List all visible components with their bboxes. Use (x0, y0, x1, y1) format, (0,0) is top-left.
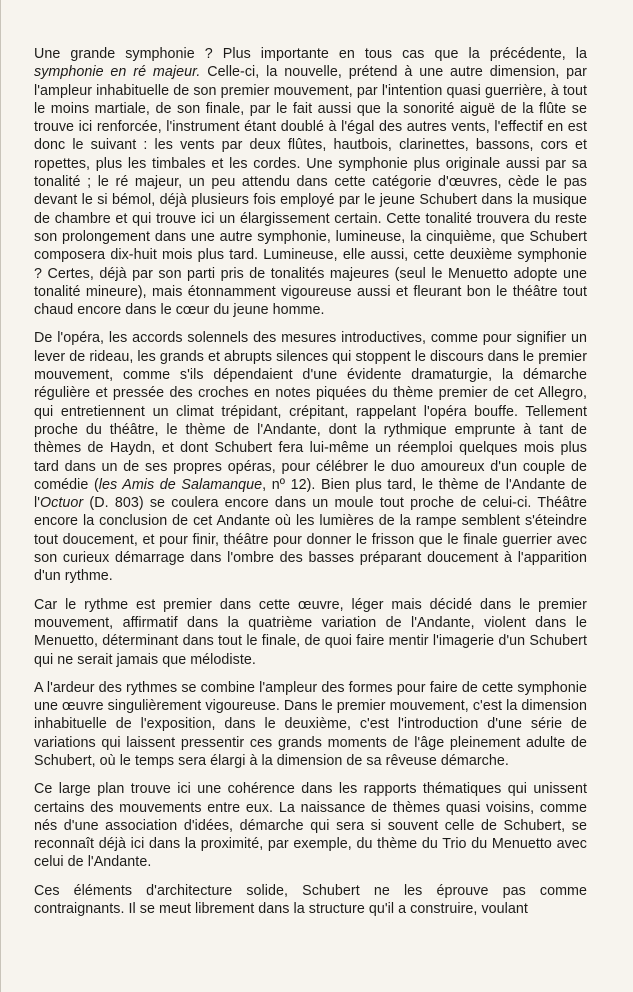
paragraph (34, 780, 587, 871)
paragraph-text: Celle-ci, la nouvelle, prétend à une autre dimension, par l'ampleur inhabituelle de son premier mouvement, par l'intention quasi guerrière, à tout le moins martiale, de son finale, par le fait aussi que la sonorité aiguë de la flûte se trouve ici renforcée, l'instrument étant doublé à l'égal des autres vents, l'effectif en est donc le suivant : les vents par deux flûtes, hautbois, clarinettes, bassons, cors et ropettes, plus les timbales et les cordes. Une symphonie plus originale aussi par sa tonalité ; le ré majeur, un peu attendu dans cette catégorie d'œuvres, cède le pas devant le si bémol, déjà plusieurs fois employé par le jeune Schubert dans la musique de chambre et qui trouve ici un élargissement certain. Cette tonalité trouvera du reste son prolongement dans une autre symphonie, lumineuse, la cinquième, que Schubert composera dix-huit mois plus tard. Lumineuse, elle aussi, cette deuxième symphonie ? Certes, déjà par son parti pris de tonalités majeures (seul le Menuetto adopte une tonalité mineure), mais étonnamment vigoureuse aussi et fleurant bon le théâtre tout chaud encore dans le cœur du jeune homme. (34, 64, 587, 319)
paragraph (34, 596, 587, 669)
paragraph-text: Une grande symphonie ? Plus importante en tous cas que la précédente, la (34, 46, 587, 62)
show-through-right (612, 290, 633, 430)
paragraph-text: Ce large plan trouve ici une cohérence dans les rapports thématiques qui unissent certains des mouvements entre eux. La naissance de thèmes quasi voisins, comme nés d'une association d'idées, démarche qui sera si souvent celle de Schubert, se reconnaît déjà ici dans la proximité, par exemple, du thème du Trio du Menuetto avec celui de l'Andante. (34, 781, 587, 871)
italic-title-text: les Amis de Salamanque (98, 476, 263, 493)
paragraph-text: (D. 803) se coulera encore dans un moule tout proche de celui-ci. Théâtre encore la conclusion de cet Andante où les lumières de la rampe semblent s'éteindre tout doucement, et pour finir, théâtre pour donner le frisson que le finale guerrier avec son curieux démarrage dans l'ombre des basses préparant doucement à l'apparition d'un rythme. (34, 495, 587, 585)
paragraph (34, 882, 587, 919)
paragraph-text: A l'ardeur des rythmes se combine l'ampleur des formes pour faire de cette symphonie une œuvre singulièrement vigoureuse. Dans le premier mouvement, c'est la dimension inhabituelle de l'exposition, dans le deuxième, c'est l'introduction d'une série de variations qui laissent pressentir ces grands moments de l'âge pleinement adulte de Schubert, où le temps sera élargi à la dimension de sa rêveuse démarche. (34, 679, 587, 769)
paragraph-text: Car le rythme est premier dans cette œuvre, léger mais décidé dans le premier mouvement, affirmatif dans la quatrième variation de l'Andante, violent dans le Menuetto, déterminant dans tout le finale, de quoi faire mentir l'imagerie d'un Schubert qui ne serait jamais que mélodiste. (34, 596, 587, 668)
italic-title-text: Octuor (40, 495, 84, 512)
italic-title-text: symphonie en ré majeur. (34, 64, 201, 81)
paragraph-text: , nº 12). Bien plus tard, le thème de l'Andante de l' (34, 476, 587, 512)
paragraph (34, 679, 587, 770)
paragraph-text: De l'opéra, les accords solennels des mesures introductives, comme pour signifier un lever de rideau, les grands et abrupts silences qui stoppent le discours dans le premier mouvement, comme s'ils dépendaient d'une évidente dramaturgie, la démarche régulière et pressée des croches en notes piquées du thème premier de cet Allegro, qui entretiennent un climat trépidant, crépitant, rappelant l'opéra bouffe. Tellement proche du théâtre, le thème de l'Andante, dont la rythmique emprunte à tant de thèmes de Haydn, et dont Schubert fera lui-même un réemploi quelques mois plus tard dans un de ses propres opéras, pour célébrer le duo amoureux d'un couple de comédie ( (34, 330, 587, 493)
show-through-left (3, 600, 25, 760)
paragraph (34, 45, 587, 319)
paragraph-text: Ces éléments d'architecture solide, Schubert ne les éprouve pas comme contraignants. Il se meut librement dans la structure qu'il a construire, voulant (34, 882, 587, 918)
body-text (34, 45, 587, 928)
paragraph (34, 329, 587, 585)
